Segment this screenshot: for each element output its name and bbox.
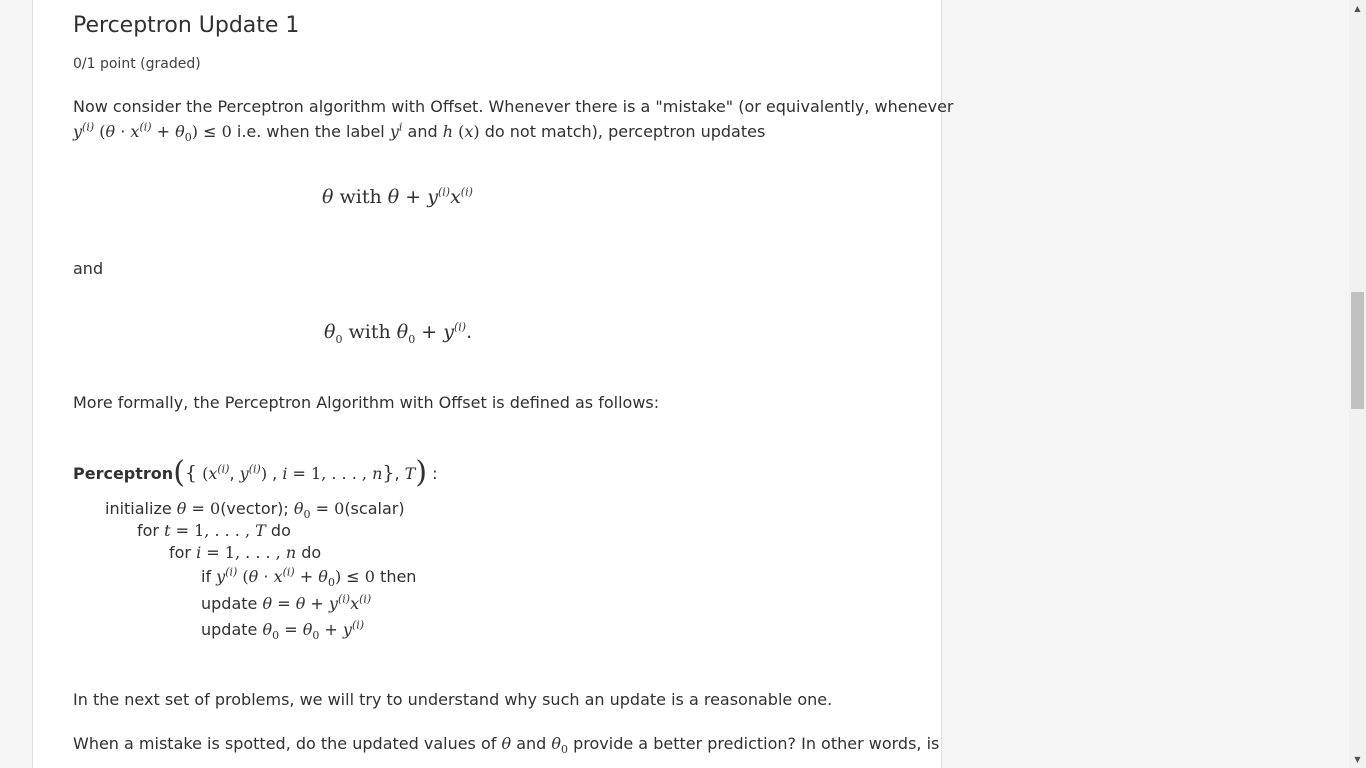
problem-title: Perceptron Update 1 (73, 13, 300, 38)
theta-update-display: θ with $\theta + y^{(i)}x^{(i)}$ (322, 185, 473, 208)
if-text: if (201, 567, 217, 586)
algo-if-line: if $y^{(i)}$ $(\theta \cdot x^{(i)} + \theta_0) \le 0$ then (201, 565, 417, 590)
algo-inner-loop-line: for i = 1, . . . , n do (169, 543, 322, 562)
grade-status: 0/1 point (graded) (73, 56, 201, 72)
algorithm-name: Perceptron (73, 464, 174, 483)
hypothesis-math: h (x) (442, 122, 480, 141)
formal-definition-text: More formally, the Perceptron Algorithm with Offset is defined as follows: (73, 393, 660, 412)
algorithm-signature: Perceptron({ ($x^{(i)}$, $y^{(i)}$) , i = 1, . . . , n}, T) : (73, 455, 438, 490)
for-text-2: for (169, 543, 197, 562)
question-and: and (511, 734, 552, 753)
with-word: with (339, 186, 382, 208)
intro-line1: Now consider the Perceptron algorithm with Offset. Whenever there is a "mistake" (or equivalently, whenever (73, 97, 954, 116)
and-text: and (73, 259, 104, 278)
then-text: then (374, 567, 417, 586)
scrollbar-thumb[interactable] (1351, 292, 1364, 409)
initialize-text: initialize (105, 499, 177, 518)
do-text: do (265, 521, 291, 540)
question-text: When a mistake is spotted, do the updated values of θ and $\theta_0$ provide a better prediction? In other words, is (73, 734, 940, 757)
do-text-2: do (296, 543, 322, 562)
vector-label: (vector); (220, 499, 294, 518)
label-math: $y^i$ (389, 120, 403, 141)
for-text: for (137, 521, 165, 540)
with-word-2: with (348, 321, 391, 343)
intro-paragraph (73, 94, 954, 144)
algo-outer-loop-line: for t = 1, . . . , T do (137, 521, 291, 540)
update-text: update (201, 594, 263, 613)
next-problems-text: In the next set of problems, we will try to understand why such an update is a reasonable one. (73, 690, 833, 709)
problem-card (32, 0, 954, 768)
update-text-2: update (201, 620, 263, 639)
scroll-down-arrow-icon[interactable]: ▼ (1354, 755, 1361, 764)
vertical-scrollbar[interactable] (1349, 0, 1366, 768)
question-part2: provide a better prediction? In other words, is (568, 734, 940, 753)
scroll-up-arrow-icon[interactable]: ▲ (1354, 4, 1361, 13)
theta0-update-display: $\theta_0$ with $\theta_0 + y^{(i)}$. (324, 320, 473, 346)
question-part1: When a mistake is spotted, do the updated values of (73, 734, 502, 753)
algo-update-theta0-line: update $\theta_0 = \theta_0 + y^{(i)}$ (201, 618, 365, 643)
mistake-condition-math: $y^{(i)}$ $(\theta \cdot x^{(i)} + \theta_0) \le 0$ (73, 120, 232, 145)
algo-update-theta-line: update $\theta = \theta + y^{(i)}x^{(i)}$ (201, 592, 372, 613)
intro-ie-text: i.e. when the label (231, 122, 390, 141)
scalar-label: (scalar) (344, 499, 405, 518)
algo-initialize-line: initialize θ = 0(vector); $\theta_0$ = 0(scalar) (105, 499, 405, 522)
intro-updates-text: do not match), perceptron updates (479, 122, 766, 141)
intro-and-text: and (402, 122, 443, 141)
